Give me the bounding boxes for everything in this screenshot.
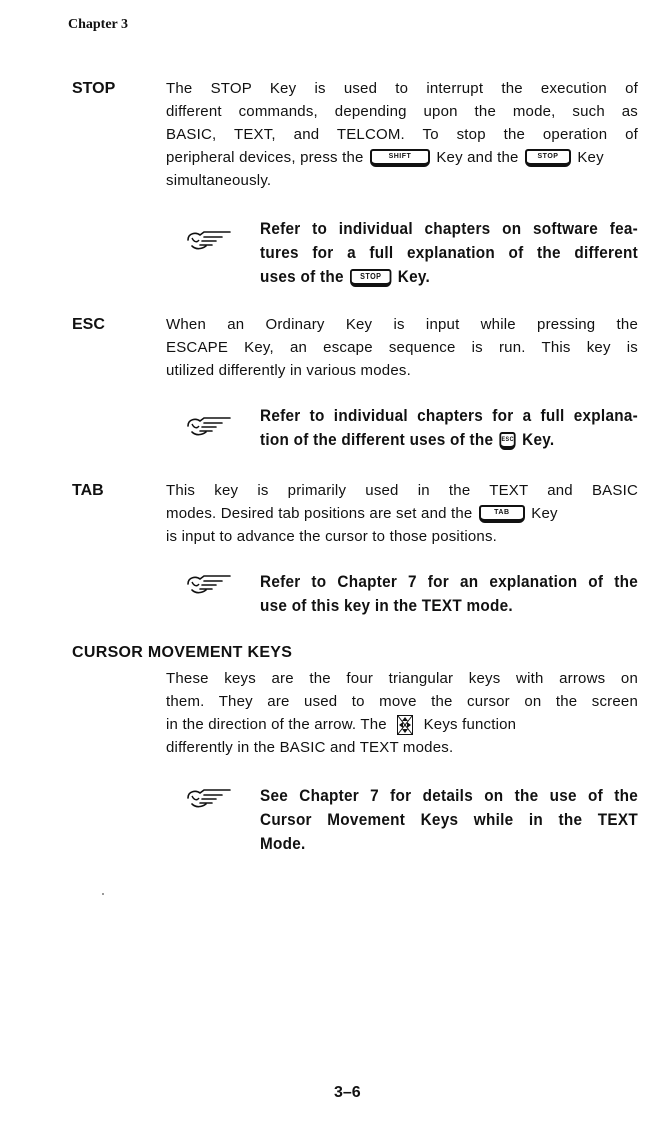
tab-line-2-b: Key: [531, 505, 558, 522]
pointing-hand-icon: [186, 572, 236, 596]
stop-line-3: BASIC, TEXT, and TELCOM. To stop the operation of: [166, 126, 638, 143]
esc-key-icon: ESC: [500, 432, 516, 450]
term-stop: STOP: [72, 80, 116, 97]
stop-key-icon: STOP: [350, 269, 391, 287]
esc-note: [260, 404, 638, 452]
stop-line-1: The STOP Key is used to interrupt the execution of: [166, 80, 638, 97]
shift-key-icon: SHIFT: [370, 149, 430, 167]
cursor-note-line-1: See Chapter 7 for details on the use of the: [260, 786, 638, 805]
stop-line-4-b: Key and the: [436, 149, 519, 166]
stop-note-line-1: Refer to individual chapters on software fea-: [260, 219, 638, 238]
stop-note: [260, 217, 638, 289]
cursor-heading: CURSOR MOVEMENT KEYS: [72, 644, 293, 661]
esc-line-2: ESCAPE Key, an escape sequence is run. This key is: [166, 339, 638, 356]
pointing-hand-icon: [186, 786, 236, 810]
cursor-note-line-3: Mode.: [260, 834, 306, 853]
tab-note-line-1: Refer to Chapter 7 for an explanation of the: [260, 572, 638, 591]
term-tab: TAB: [72, 482, 104, 499]
tab-line-2-a: modes. Desired tab positions are set and the: [166, 505, 473, 522]
cursor-line-4: differently in the BASIC and TEXT modes.: [166, 739, 454, 756]
stop-line-4-c: Key: [577, 149, 604, 166]
cursor-note: [260, 784, 638, 856]
tab-line-2: [166, 502, 638, 525]
stop-note-line-3: [260, 265, 600, 289]
stop-description: [166, 77, 638, 192]
pointing-hand-icon: [186, 228, 236, 252]
chapter-header: Chapter 3: [68, 17, 129, 32]
cursor-note-line-2: Cursor Movement Keys while in the TEXT: [260, 810, 638, 829]
tab-note-line-2: use of this key in the TEXT mode.: [260, 596, 513, 615]
stop-note-line-3-b: Key.: [397, 267, 431, 286]
cursor-line-3-b: Keys function: [423, 716, 517, 733]
cursor-line-3-a: in the direction of the arrow. The: [166, 716, 387, 733]
tab-line-3: is input to advance the cursor to those positions.: [166, 528, 498, 545]
page-number: 3–6: [334, 1084, 361, 1101]
term-esc: ESC: [72, 316, 105, 333]
stop-line-4-a: peripheral devices, press the: [166, 149, 364, 166]
stop-note-line-2: tures for a full explanation of the different: [260, 243, 638, 262]
tab-description: [166, 479, 638, 548]
stop-key-icon: STOP: [525, 149, 571, 167]
cursor-line-2: them. They are used to move the cursor on the screen: [166, 693, 638, 710]
cursor-keys-icon: [397, 715, 413, 735]
esc-line-3: utilized differently in various modes.: [166, 362, 411, 379]
stop-line-2: different commands, depending upon the mode, such as: [166, 103, 638, 120]
pointing-hand-icon: [186, 414, 236, 438]
esc-note-line-2: [260, 428, 600, 452]
stop-line-5: simultaneously.: [166, 172, 272, 189]
esc-note-line-2-a: tion of the different uses of the: [260, 430, 494, 449]
tab-line-1: This key is primarily used in the TEXT and BASIC: [166, 482, 638, 499]
scan-speck: [102, 893, 104, 895]
cursor-description: [166, 667, 638, 759]
stop-line-4: [166, 146, 638, 169]
tab-note: [260, 570, 638, 618]
esc-description: [166, 313, 638, 382]
esc-note-line-1: Refer to individual chapters for a full explana-: [260, 406, 638, 425]
cursor-line-1: These keys are the four triangular keys with arrows on: [166, 670, 638, 687]
stop-note-line-3-a: uses of the: [260, 267, 344, 286]
tab-key-icon: TAB: [479, 505, 525, 523]
cursor-line-3: [166, 713, 638, 736]
esc-line-1: When an Ordinary Key is input while pressing the: [166, 316, 638, 333]
esc-note-line-2-b: Key.: [522, 430, 555, 449]
